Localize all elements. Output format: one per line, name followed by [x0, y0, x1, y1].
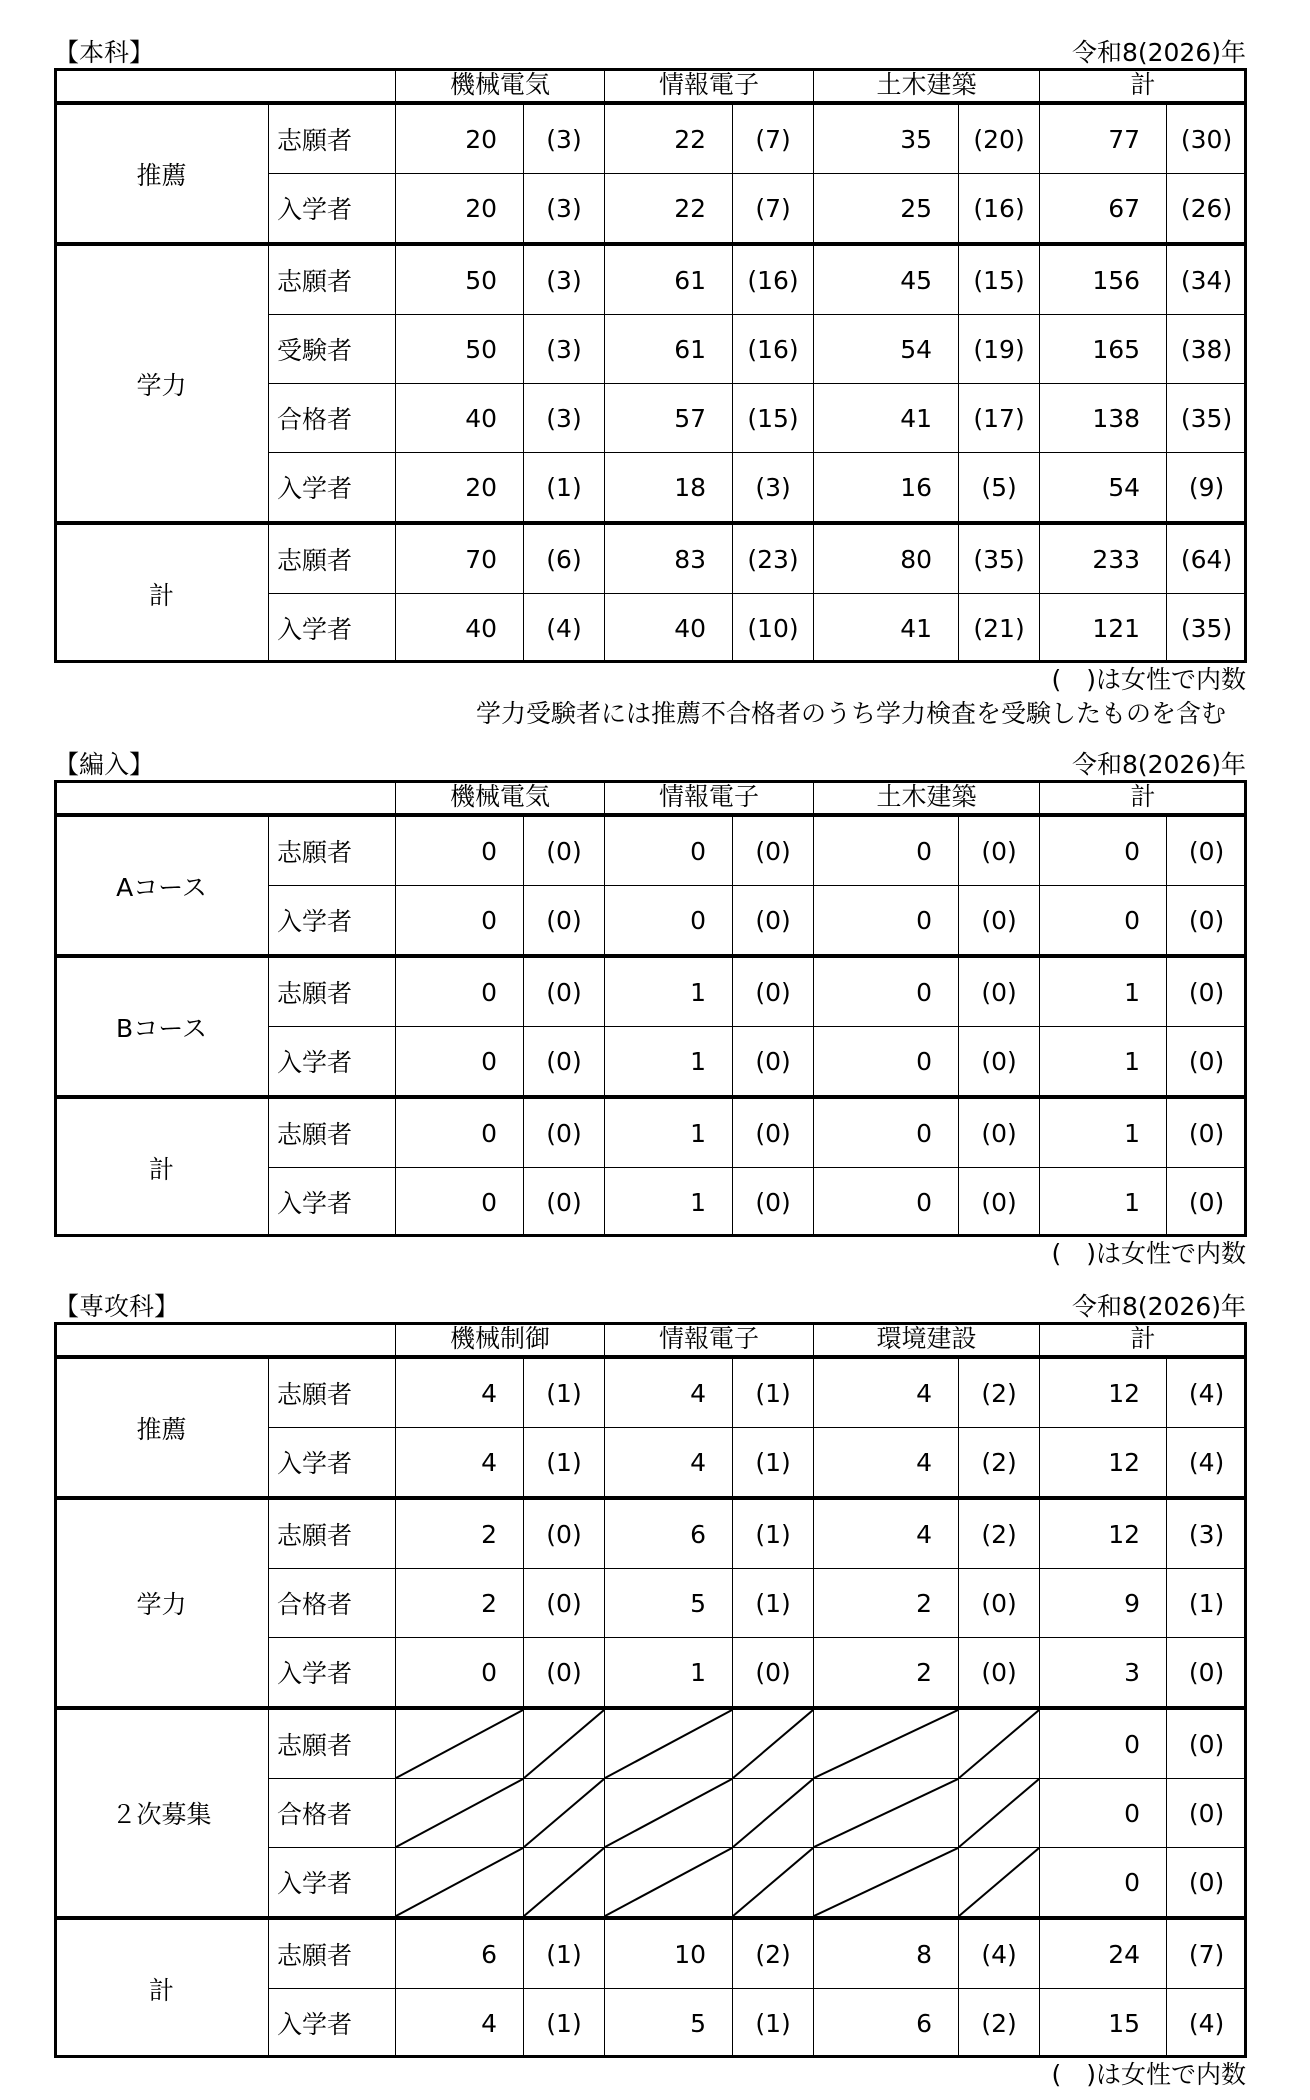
section-year: 令和8(2026)年 [1071, 38, 1246, 67]
female-count-cell: (10) [733, 594, 814, 663]
value-cell: 20 [396, 174, 524, 245]
column-header: 機械電気 [396, 781, 605, 816]
female-count-cell: (2) [959, 1357, 1040, 1428]
slash-cell [524, 1708, 605, 1779]
female-count-cell: (35) [959, 523, 1040, 594]
value-cell: 0 [814, 1097, 959, 1168]
value-cell: 4 [605, 1428, 733, 1499]
female-count-cell: (0) [733, 1097, 814, 1168]
value-cell: 20 [396, 103, 524, 174]
column-header-row [55, 781, 1247, 816]
row-label: 入学者 [269, 1989, 396, 2058]
value-cell: 15 [1040, 1989, 1167, 2058]
female-count-cell: (1) [524, 1989, 605, 2058]
female-count-cell: (0) [1167, 1708, 1247, 1779]
column-header: 機械制御 [396, 1323, 605, 1358]
slash-cell [733, 1779, 814, 1848]
value-cell: 1 [1040, 1027, 1167, 1098]
female-count-cell: (4) [524, 594, 605, 663]
female-count-cell: (15) [733, 384, 814, 453]
value-cell: 121 [1040, 594, 1167, 663]
row-label: 志願者 [269, 815, 396, 886]
value-cell: 4 [396, 1428, 524, 1499]
value-cell: 54 [814, 315, 959, 384]
value-cell: 1 [605, 1638, 733, 1709]
female-count-cell: (0) [524, 886, 605, 957]
senkouka-table [54, 1322, 1247, 2058]
value-cell: 67 [1040, 174, 1167, 245]
female-count-cell: (0) [524, 1498, 605, 1569]
female-count-cell: (0) [1167, 1848, 1247, 1919]
value-cell: 0 [814, 1027, 959, 1098]
row-label: 志願者 [269, 1918, 396, 1989]
section-honka [54, 38, 1246, 731]
section-title: 【本科】 [54, 38, 155, 67]
slash-cell [959, 1779, 1040, 1848]
column-header: 土木建築 [814, 781, 1040, 816]
female-count-cell: (3) [1167, 1498, 1247, 1569]
header-blank-cell [55, 1323, 396, 1358]
value-cell: 6 [814, 1989, 959, 2058]
value-cell: 25 [814, 174, 959, 245]
value-cell: 0 [814, 886, 959, 957]
female-count-cell: (35) [1167, 594, 1247, 663]
table-row [55, 1097, 1247, 1168]
slash-cell [733, 1848, 814, 1919]
row-label: 合格者 [269, 1569, 396, 1638]
value-cell: 80 [814, 523, 959, 594]
row-label: 志願者 [269, 1357, 396, 1428]
group-label: 計 [55, 523, 269, 663]
column-header: 環境建設 [814, 1323, 1040, 1358]
female-count-cell: (9) [1167, 453, 1247, 524]
section-year: 令和8(2026)年 [1071, 750, 1246, 779]
female-count-cell: (0) [733, 1168, 814, 1237]
female-count-cell: (4) [1167, 1357, 1247, 1428]
section-hennyu [54, 750, 1246, 1271]
female-count-cell: (35) [1167, 384, 1247, 453]
female-count-cell: (7) [733, 103, 814, 174]
female-count-cell: (2) [959, 1498, 1040, 1569]
value-cell: 10 [605, 1918, 733, 1989]
value-cell: 1 [605, 1097, 733, 1168]
female-count-cell: (21) [959, 594, 1040, 663]
value-cell: 2 [396, 1569, 524, 1638]
row-label: 志願者 [269, 1097, 396, 1168]
section-year: 令和8(2026)年 [1071, 1292, 1246, 1321]
value-cell: 50 [396, 244, 524, 315]
female-count-cell: (0) [1167, 1168, 1247, 1237]
slash-cell [605, 1779, 733, 1848]
value-cell: 0 [1040, 1779, 1167, 1848]
female-count-cell: (0) [1167, 1097, 1247, 1168]
female-count-cell: (0) [733, 956, 814, 1027]
value-cell: 0 [814, 956, 959, 1027]
column-header: 計 [1040, 1323, 1247, 1358]
value-cell: 6 [396, 1918, 524, 1989]
value-cell: 22 [605, 174, 733, 245]
group-label: 推薦 [55, 103, 269, 244]
table-row [55, 815, 1247, 886]
female-count-cell: (0) [959, 1097, 1040, 1168]
value-cell: 4 [396, 1989, 524, 2058]
value-cell: 5 [605, 1569, 733, 1638]
value-cell: 35 [814, 103, 959, 174]
female-count-cell: (3) [524, 244, 605, 315]
column-header-row [55, 69, 1247, 104]
value-cell: 57 [605, 384, 733, 453]
honka-table [54, 68, 1247, 663]
value-cell: 2 [396, 1498, 524, 1569]
row-label: 入学者 [269, 1638, 396, 1709]
value-cell: 0 [605, 815, 733, 886]
female-count-cell: (0) [1167, 1779, 1247, 1848]
section-header [54, 750, 1246, 780]
female-count-cell: (0) [733, 1027, 814, 1098]
column-header: 計 [1040, 781, 1247, 816]
section-title: 【編入】 [54, 750, 155, 779]
slash-cell [814, 1848, 959, 1919]
female-count-cell: (0) [959, 815, 1040, 886]
row-label: 志願者 [269, 103, 396, 174]
female-count-cell: (19) [959, 315, 1040, 384]
value-cell: 12 [1040, 1498, 1167, 1569]
value-cell: 16 [814, 453, 959, 524]
female-count-cell: (0) [733, 1638, 814, 1709]
value-cell: 5 [605, 1989, 733, 2058]
female-count-cell: (1) [733, 1569, 814, 1638]
female-count-cell: (0) [959, 1168, 1040, 1237]
slash-cell [396, 1779, 524, 1848]
value-cell: 22 [605, 103, 733, 174]
value-cell: 1 [605, 956, 733, 1027]
female-count-cell: (0) [524, 1097, 605, 1168]
female-count-cell: (23) [733, 523, 814, 594]
female-count-cell: (4) [1167, 1989, 1247, 2058]
table-row [55, 244, 1247, 315]
value-cell: 0 [396, 1168, 524, 1237]
slash-cell [605, 1848, 733, 1919]
table-row [55, 1918, 1247, 1989]
value-cell: 4 [605, 1357, 733, 1428]
female-count-cell: (0) [959, 956, 1040, 1027]
female-count-cell: (3) [733, 453, 814, 524]
value-cell: 1 [605, 1168, 733, 1237]
header-blank-cell [55, 781, 396, 816]
value-cell: 0 [1040, 815, 1167, 886]
table-row [55, 523, 1247, 594]
value-cell: 0 [605, 886, 733, 957]
female-count-cell: (0) [524, 1638, 605, 1709]
female-count-cell: (3) [524, 174, 605, 245]
value-cell: 70 [396, 523, 524, 594]
value-cell: 61 [605, 244, 733, 315]
value-cell: 1 [1040, 1097, 1167, 1168]
table-row [55, 1498, 1247, 1569]
value-cell: 0 [396, 1638, 524, 1709]
group-label: 学力 [55, 1498, 269, 1708]
table-row [55, 1708, 1247, 1779]
value-cell: 0 [396, 815, 524, 886]
row-label: 入学者 [269, 594, 396, 663]
value-cell: 0 [1040, 1708, 1167, 1779]
row-label: 入学者 [269, 453, 396, 524]
row-label: 志願者 [269, 523, 396, 594]
group-label: 推薦 [55, 1357, 269, 1498]
value-cell: 233 [1040, 523, 1167, 594]
female-count-cell: (0) [1167, 1638, 1247, 1709]
female-count-cell: (16) [959, 174, 1040, 245]
value-cell: 1 [605, 1027, 733, 1098]
hennyu-table [54, 780, 1247, 1237]
female-count-cell: (16) [733, 315, 814, 384]
row-label: 合格者 [269, 1779, 396, 1848]
female-count-cell: (2) [959, 1428, 1040, 1499]
row-label: 志願者 [269, 956, 396, 1027]
value-cell: 9 [1040, 1569, 1167, 1638]
value-cell: 3 [1040, 1638, 1167, 1709]
value-cell: 8 [814, 1918, 959, 1989]
row-label: 志願者 [269, 1498, 396, 1569]
female-count-cell: (2) [959, 1989, 1040, 2058]
row-label: 受験者 [269, 315, 396, 384]
table-row [55, 103, 1247, 174]
column-header: 情報電子 [605, 781, 814, 816]
group-label: ２次募集 [55, 1708, 269, 1918]
value-cell: 0 [1040, 886, 1167, 957]
slash-cell [814, 1708, 959, 1779]
section-header [54, 1292, 1246, 1322]
value-cell: 40 [396, 594, 524, 663]
value-cell: 0 [1040, 1848, 1167, 1919]
slash-cell [605, 1708, 733, 1779]
female-count-cell: (1) [524, 1357, 605, 1428]
female-count-cell: (26) [1167, 174, 1247, 245]
row-label: 志願者 [269, 1708, 396, 1779]
female-count-cell: (0) [959, 1569, 1040, 1638]
female-count-cell: (20) [959, 103, 1040, 174]
slash-cell [959, 1708, 1040, 1779]
value-cell: 156 [1040, 244, 1167, 315]
female-count-cell: (3) [524, 103, 605, 174]
female-count-cell: (0) [524, 1027, 605, 1098]
value-cell: 165 [1040, 315, 1167, 384]
female-count-cell: (4) [959, 1918, 1040, 1989]
value-cell: 24 [1040, 1918, 1167, 1989]
female-count-cell: (1) [733, 1357, 814, 1428]
female-count-cell: (1) [524, 1428, 605, 1499]
slash-cell [524, 1779, 605, 1848]
value-cell: 4 [814, 1428, 959, 1499]
row-label: 合格者 [269, 384, 396, 453]
value-cell: 0 [396, 1097, 524, 1168]
slash-cell [396, 1848, 524, 1919]
slash-cell [733, 1708, 814, 1779]
female-count-cell: (30) [1167, 103, 1247, 174]
row-label: 入学者 [269, 1428, 396, 1499]
value-cell: 18 [605, 453, 733, 524]
value-cell: 4 [396, 1357, 524, 1428]
value-cell: 6 [605, 1498, 733, 1569]
group-label: 計 [55, 1918, 269, 2058]
group-label: 計 [55, 1097, 269, 1237]
female-count-cell: (7) [733, 174, 814, 245]
section-header [54, 38, 1246, 68]
value-cell: 0 [396, 1027, 524, 1098]
slash-cell [396, 1708, 524, 1779]
female-count-cell: (1) [1167, 1569, 1247, 1638]
female-count-cell: (17) [959, 384, 1040, 453]
female-count-cell: (0) [524, 815, 605, 886]
female-count-cell: (7) [1167, 1918, 1247, 1989]
value-cell: 138 [1040, 384, 1167, 453]
section-title: 【専攻科】 [54, 1292, 180, 1321]
female-count-cell: (1) [733, 1498, 814, 1569]
row-label: 入学者 [269, 174, 396, 245]
slash-cell [814, 1779, 959, 1848]
value-cell: 0 [814, 1168, 959, 1237]
value-cell: 45 [814, 244, 959, 315]
female-count-cell: (0) [1167, 815, 1247, 886]
column-header: 計 [1040, 69, 1247, 104]
value-cell: 0 [814, 815, 959, 886]
value-cell: 0 [396, 956, 524, 1027]
value-cell: 54 [1040, 453, 1167, 524]
value-cell: 61 [605, 315, 733, 384]
slash-cell [959, 1848, 1040, 1919]
section-senkouka [54, 1292, 1246, 2092]
female-count-cell: (5) [959, 453, 1040, 524]
female-count-cell: (0) [524, 956, 605, 1027]
value-cell: 4 [814, 1498, 959, 1569]
column-header: 情報電子 [605, 69, 814, 104]
female-count-cell: (0) [733, 815, 814, 886]
value-cell: 40 [396, 384, 524, 453]
female-count-cell: (15) [959, 244, 1040, 315]
group-label: 学力 [55, 244, 269, 523]
value-cell: 1 [1040, 956, 1167, 1027]
value-cell: 83 [605, 523, 733, 594]
value-cell: 4 [814, 1357, 959, 1428]
value-cell: 77 [1040, 103, 1167, 174]
column-header: 情報電子 [605, 1323, 814, 1358]
note-female: ( )は女性で内数 [1051, 665, 1246, 694]
table-row [55, 1357, 1247, 1428]
female-count-cell: (64) [1167, 523, 1247, 594]
header-blank-cell [55, 69, 396, 104]
row-label: 入学者 [269, 886, 396, 957]
group-label: Bコース [55, 956, 269, 1097]
table-row [55, 956, 1247, 1027]
value-cell: 0 [396, 886, 524, 957]
row-label: 入学者 [269, 1027, 396, 1098]
female-count-cell: (0) [733, 886, 814, 957]
value-cell: 12 [1040, 1428, 1167, 1499]
female-count-cell: (1) [524, 1918, 605, 1989]
value-cell: 1 [1040, 1168, 1167, 1237]
female-count-cell: (16) [733, 244, 814, 315]
note-female: ( )は女性で内数 [1051, 2060, 1246, 2089]
female-count-cell: (0) [959, 1638, 1040, 1709]
value-cell: 41 [814, 594, 959, 663]
note-exam: 学力受験者には推薦不合格者のうち学力検査を受験したものを含む [475, 699, 1226, 728]
value-cell: 40 [605, 594, 733, 663]
female-count-cell: (1) [524, 453, 605, 524]
female-count-cell: (4) [1167, 1428, 1247, 1499]
female-count-cell: (0) [1167, 1027, 1247, 1098]
female-count-cell: (2) [733, 1918, 814, 1989]
value-cell: 12 [1040, 1357, 1167, 1428]
female-count-cell: (0) [1167, 956, 1247, 1027]
value-cell: 41 [814, 384, 959, 453]
note-female: ( )は女性で内数 [1051, 1239, 1246, 1268]
female-count-cell: (0) [524, 1168, 605, 1237]
column-header-row [55, 1323, 1247, 1358]
row-label: 志願者 [269, 244, 396, 315]
value-cell: 20 [396, 453, 524, 524]
value-cell: 2 [814, 1569, 959, 1638]
female-count-cell: (0) [959, 1027, 1040, 1098]
slash-cell [524, 1848, 605, 1919]
female-count-cell: (0) [524, 1569, 605, 1638]
column-header: 土木建築 [814, 69, 1040, 104]
female-count-cell: (0) [959, 886, 1040, 957]
row-label: 入学者 [269, 1168, 396, 1237]
female-count-cell: (6) [524, 523, 605, 594]
group-label: Aコース [55, 815, 269, 956]
female-count-cell: (3) [524, 384, 605, 453]
value-cell: 2 [814, 1638, 959, 1709]
female-count-cell: (3) [524, 315, 605, 384]
female-count-cell: (0) [1167, 886, 1247, 957]
female-count-cell: (1) [733, 1989, 814, 2058]
value-cell: 50 [396, 315, 524, 384]
row-label: 入学者 [269, 1848, 396, 1919]
female-count-cell: (34) [1167, 244, 1247, 315]
female-count-cell: (38) [1167, 315, 1247, 384]
female-count-cell: (1) [733, 1428, 814, 1499]
column-header: 機械電気 [396, 69, 605, 104]
